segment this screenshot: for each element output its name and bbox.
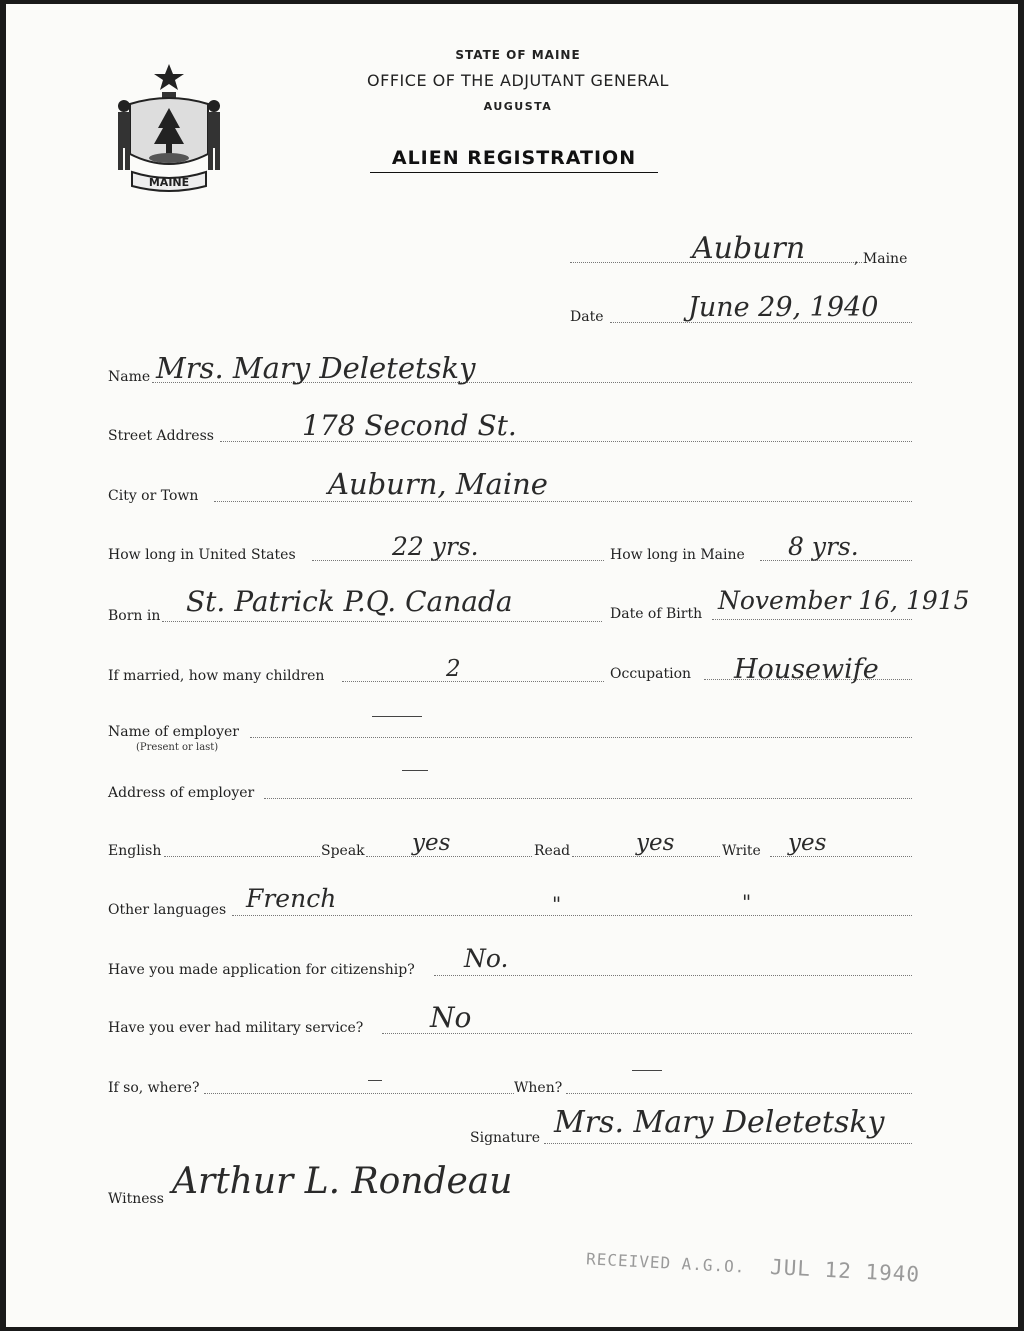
when-line: [566, 1093, 912, 1094]
when-dash: [632, 1070, 662, 1071]
if-so-where-label: If so, where?: [108, 1080, 200, 1096]
ditto-mark-1: ": [552, 892, 562, 916]
signature-line: [544, 1143, 912, 1144]
city-label: City or Town: [108, 488, 199, 504]
if-so-where-line: [204, 1093, 514, 1094]
town-value: Auburn: [692, 231, 806, 266]
other-languages-label: Other languages: [108, 902, 227, 918]
dob-line: [712, 619, 912, 620]
stamp-date: JUL 12 1940: [769, 1254, 921, 1287]
citizenship-line: [434, 975, 912, 976]
street-label: Street Address: [108, 428, 214, 444]
citizenship-label: Have you made application for citizenship?: [108, 962, 415, 978]
children-line: [342, 681, 604, 682]
signature-label: Signature: [470, 1130, 541, 1146]
dob-value: November 16, 1915: [718, 586, 970, 615]
military-label: Have you ever had military service?: [108, 1020, 364, 1036]
english-line: [164, 856, 320, 857]
read-line: [572, 856, 720, 857]
born-in-line: [162, 621, 602, 622]
stamp-received: RECEIVED A.G.O.: [585, 1249, 746, 1277]
where-dash: [368, 1080, 382, 1081]
how-long-us-value: 22 yrs.: [392, 532, 479, 561]
read-value: yes: [636, 830, 675, 856]
occupation-value: Housewife: [734, 654, 879, 685]
registration-form: [6, 4, 1018, 1327]
signature-value: Mrs. Mary Deletetsky: [554, 1105, 885, 1140]
employer-address-dash: [402, 770, 428, 771]
employer-address-label: Address of employer: [108, 785, 255, 801]
when-label: When?: [514, 1080, 563, 1096]
city-value: Auburn, Maine: [328, 467, 548, 501]
how-long-maine-value: 8 yrs.: [788, 532, 859, 561]
english-label: English: [108, 843, 162, 859]
ditto-mark-2: ": [742, 890, 752, 914]
name-label: Name: [108, 369, 151, 385]
employer-address-line: [264, 798, 912, 799]
maine-state-seal-icon: [110, 62, 228, 192]
children-value: 2: [446, 656, 461, 682]
write-label: Write: [722, 843, 761, 859]
employer-sublabel: (Present or last): [136, 742, 219, 753]
write-value: yes: [788, 830, 827, 856]
header-city: AUGUSTA: [483, 100, 553, 113]
how-long-us-label: How long in United States: [108, 547, 296, 563]
speak-label: Speak: [321, 843, 365, 859]
street-value: 178 Second St.: [302, 409, 517, 442]
date-label: Date: [570, 309, 604, 325]
citizenship-value: No.: [464, 944, 509, 973]
born-in-label: Born in: [108, 608, 161, 624]
other-languages-line: [232, 915, 912, 916]
maine-label: , Maine: [854, 251, 908, 267]
seal-banner: MAINE: [148, 176, 190, 189]
speak-value: yes: [412, 830, 451, 856]
born-in-value: St. Patrick P.Q. Canada: [186, 585, 513, 618]
how-long-maine-label: How long in Maine: [610, 547, 745, 563]
form-title: ALIEN REGISTRATION: [370, 147, 658, 173]
employer-label: Name of employer: [108, 724, 239, 740]
witness-label: Witness: [108, 1191, 164, 1207]
write-line: [770, 856, 912, 857]
header-office: OFFICE OF THE ADJUTANT GENERAL: [367, 71, 669, 90]
read-label: Read: [534, 843, 571, 859]
other-languages-value: French: [246, 884, 337, 913]
dob-label: Date of Birth: [610, 606, 703, 622]
occupation-label: Occupation: [610, 666, 692, 682]
received-stamp: [586, 1245, 921, 1286]
children-label: If married, how many children: [108, 668, 325, 684]
witness-value: Arthur L. Rondeau: [172, 1161, 513, 1202]
employer-dash: [372, 716, 422, 717]
header-state: STATE OF MAINE: [455, 48, 581, 62]
employer-line: [250, 737, 912, 738]
military-value: No: [430, 1001, 472, 1034]
date-value: June 29, 1940: [688, 292, 879, 323]
name-value: Mrs. Mary Deletetsky: [156, 351, 476, 385]
city-line: [214, 501, 912, 502]
speak-line: [366, 856, 532, 857]
